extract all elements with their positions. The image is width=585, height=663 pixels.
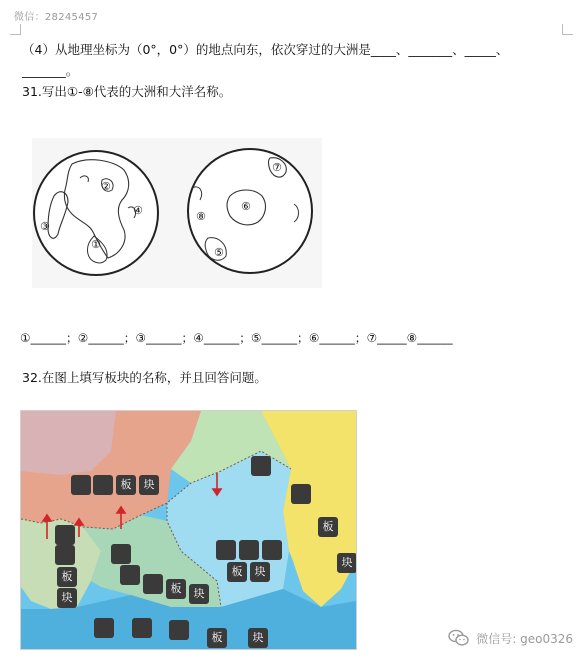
wechat-label: 微信号: geo0326 xyxy=(476,631,573,646)
question-31-title: 31.写出①-⑧代表的大洲和大洋名称。 xyxy=(22,84,232,99)
plate-tile xyxy=(71,475,91,495)
marker-4: ④ xyxy=(133,204,143,217)
marker-1: ① xyxy=(91,238,101,251)
question-32-title: 32.在图上填写板块的名称，并且回答问题。 xyxy=(22,370,267,385)
plate-tile xyxy=(262,540,282,560)
plate-label-kuai: 块 xyxy=(337,553,357,573)
plate-label-ban: 板 xyxy=(57,567,77,587)
plate-label-ban: 板 xyxy=(116,475,136,495)
marker-6: ⑥ xyxy=(241,200,251,213)
question-4-line-2: _______。 xyxy=(22,63,79,78)
plate-label-kuai: 块 xyxy=(248,628,268,648)
plate-tile xyxy=(120,565,140,585)
plate-tile xyxy=(55,525,75,545)
plate-map xyxy=(20,410,357,650)
marker-7: ⑦ xyxy=(272,161,282,174)
plate-tile xyxy=(169,620,189,640)
plate-tile xyxy=(143,574,163,594)
question-4-line-1: （4）从地理坐标为（0°，0°）的地点向东，依次穿过的大洲是____、_______、_____、 xyxy=(22,42,509,57)
page-corner-mark-left xyxy=(10,24,21,35)
marker-2: ② xyxy=(101,180,111,193)
plate-tile xyxy=(251,456,271,476)
question-31-answers: ①______；②______；③______；④______；⑤______；⑥______；⑦_____⑧______ xyxy=(20,331,453,345)
plate-tile xyxy=(291,484,311,504)
northern-hemisphere-globe xyxy=(34,151,158,275)
header-watermark: 微信：28245457 xyxy=(14,12,99,23)
plate-label-kuai: 块 xyxy=(57,588,77,608)
marker-3: ③ xyxy=(40,220,50,233)
marker-5: ⑤ xyxy=(214,246,224,259)
plate-tile xyxy=(239,540,259,560)
plate-tile xyxy=(55,545,75,565)
plate-label-kuai: 块 xyxy=(189,584,209,604)
plate-label-ban: 板 xyxy=(207,628,227,648)
plate-tile xyxy=(93,475,113,495)
plate-tile xyxy=(132,618,152,638)
plate-label-ban: 板 xyxy=(227,562,247,582)
page-corner-mark-right xyxy=(562,24,573,35)
marker-8: ⑧ xyxy=(196,210,206,223)
plate-label-kuai: 块 xyxy=(250,562,270,582)
plate-label-ban: 板 xyxy=(166,579,186,599)
plate-tile xyxy=(94,618,114,638)
southern-hemisphere-globe xyxy=(188,149,312,273)
plate-label-ban: 板 xyxy=(318,517,338,537)
plate-label-kuai: 块 xyxy=(139,475,159,495)
plate-tile xyxy=(216,540,236,560)
wechat-icon xyxy=(448,629,470,647)
globes-figure xyxy=(32,138,322,288)
plate-tile xyxy=(111,544,131,564)
wechat-watermark xyxy=(448,629,573,647)
